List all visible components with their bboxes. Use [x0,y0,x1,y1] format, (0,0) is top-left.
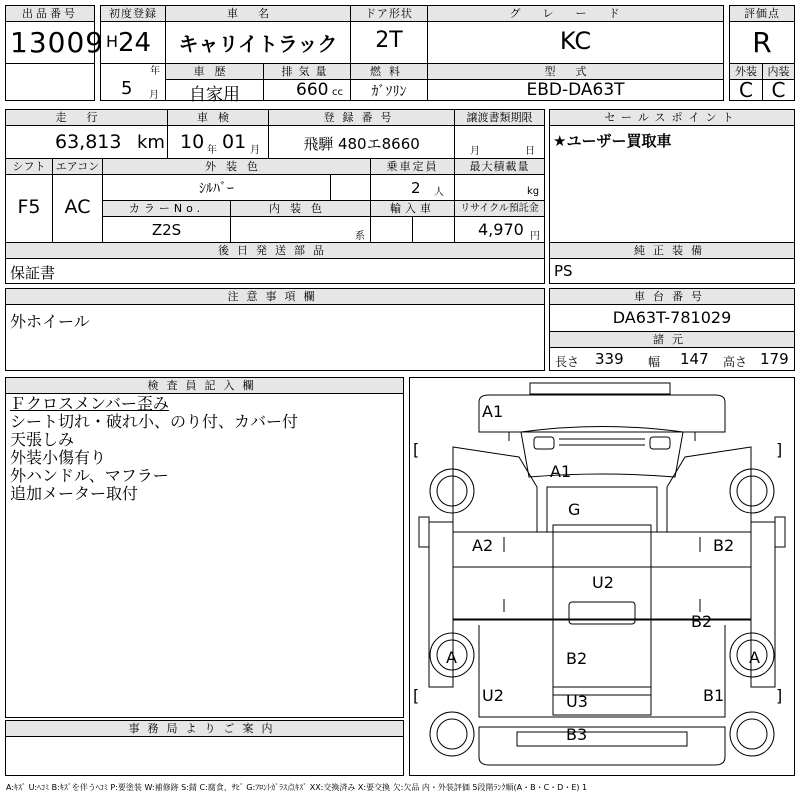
shift: F5 [17,196,41,218]
sales-point-header: セールスポイント [550,110,794,126]
exterior-score: C [739,78,753,102]
damage-mark: U3 [566,692,588,711]
equip: PS [554,262,573,280]
interior-score: C [771,78,786,102]
damage-mark: A [749,648,760,667]
score-header: 評価点 [730,6,794,22]
model: EBD-DA63T [526,80,625,100]
damage-mark: U2 [592,573,614,592]
max-load-unit: kg [527,186,540,197]
recycle-header: リサイクル預託金 [455,201,544,217]
spec-header: 諸元 [550,332,794,348]
car-name: キャリイトラック [178,32,338,56]
interior-header: 内装 [763,64,794,80]
transfer-header: 譲渡書類期限 [455,110,544,126]
mileage: 63,813 [55,131,122,153]
fuel: ｶﾞｿﾘﾝ [371,84,407,100]
bracket-mark: [ [413,440,420,459]
office-header: 事務局よりご案内 [6,721,403,737]
inspector-notes [10,395,298,503]
car-name-header: 車名 [166,6,350,22]
damage-mark: B3 [566,725,588,744]
parts-header: 後日発送部品 [6,243,544,259]
cab-left [453,447,537,532]
history-header: 車歴 [166,64,263,80]
capacity-header: 乗車定員 [371,159,454,175]
inspection-month: 01 [222,131,247,153]
inspection-month-unit: 月 [250,145,260,156]
bracket-mark: [ [413,686,420,705]
length-label: 長さ [555,355,580,369]
inspection-year: 10 [180,131,205,153]
chassis-header: 車台番号 [550,289,794,305]
max-load-header: 最大積載量 [455,159,544,175]
color-no: Z2S [151,221,182,239]
bracket-mark: ] [776,686,783,705]
inspector-line: 外ハンドル、マフラー [10,466,169,485]
inspector-line: シート切れ・破れ小、のり付、カバー付 [10,412,299,431]
parts: 保証書 [10,264,56,282]
inspector-line: Ｆクロスメンバー歪み [10,394,169,413]
mileage-unit: km [137,132,165,153]
inspector-header: 検査員記入欄 [6,378,403,394]
era: H [106,32,119,51]
transfer-month-unit: 月 [470,146,480,157]
recycle: 4,970 [478,220,524,239]
plate-header: 登録番号 [269,110,454,126]
door: 2T [375,28,403,53]
shift-header: シフト [6,159,52,175]
width-label: 幅 [648,355,661,369]
lot-number-header: 出品番号 [6,6,94,22]
grade-header: グレード [428,6,723,22]
damage-mark: A1 [482,402,504,421]
fuel-header: 燃料 [351,64,427,80]
width: 147 [680,350,709,368]
score: R [752,26,772,59]
lot-number: 13009 [10,26,105,59]
exterior-header: 外装 [730,64,762,80]
damage-mark: A [446,648,457,667]
first-reg-year: 24 [118,28,152,58]
capacity: 2 [411,179,421,197]
model-header: 型式 [428,64,723,80]
capacity-unit: 人 [434,187,444,198]
height-label: 高さ [723,355,748,369]
recycle-unit: 円 [530,231,540,242]
door-header: ドア形状 [351,6,427,22]
inspector-line: 外装小傷有り [10,448,107,467]
chassis: DA63T-781029 [612,308,732,327]
interior-color-header: 内装色 [231,201,370,217]
displacement-header: 排気量 [264,64,350,80]
length: 339 [595,350,624,368]
windshield [521,427,683,478]
color: ｼﾙﾊﾞｰ [199,181,234,197]
ac: AC [64,196,91,218]
cab-right [667,447,751,532]
damage-mark: G [568,500,581,519]
month-unit: 月 [149,90,159,101]
damage-mark: B2 [566,649,588,668]
first-reg-header: 初度登録 [101,6,165,22]
displacement-unit: cc [332,87,343,98]
transfer-day-unit: 日 [525,146,535,157]
color-no-header: カラーNo. [103,201,230,217]
sales-point-text: ★ユーザー買取車 [553,132,672,150]
equip-header: 純正装備 [550,243,794,259]
mileage-header: 走行 [6,110,167,126]
displacement: 660 [296,80,329,100]
color-header: 外装色 [103,159,370,175]
legend: A:ｷｽﾞ U:ﾍｺﾐ B:ｷｽﾞを伴うﾍｺﾐ P:要塗装 W:補修跡 S:錆 C:腐食、ｻﾋﾞ G:ﾌﾛﾝﾄｶﾞﾗｽ点ｷｽﾞ XX:交換済み X:要交換 欠:欠品 内・外装評価 5段階ﾗﾝｸ順(A・B・C・D・E) 1 [6,783,588,792]
ac-header: エアコン [53,159,102,175]
inspection-year-unit: 年 [207,145,217,156]
first-reg-month: 5 [121,78,133,99]
front-bumper-top [530,383,670,394]
damage-mark: B2 [713,536,735,555]
inspector-line: 追加メーター取付 [10,484,139,503]
damage-mark: B1 [703,686,725,705]
year-unit: 年 [150,66,160,77]
bracket-mark: ] [776,440,783,459]
notes-header: 注意事項欄 [6,289,544,305]
inspector-line: 天張しみ [10,430,75,449]
import-header: 輸入車 [371,201,454,217]
damage-mark: A1 [550,462,572,481]
interior-color-unit: 系 [355,231,365,242]
grade: KC [559,27,592,55]
inspection-header: 車検 [168,110,268,126]
height: 179 [760,350,789,368]
bed-center [553,525,651,695]
damage-mark: B2 [691,612,713,631]
notes-text: 外ホイール [10,312,90,331]
plate: 飛騨 480エ8660 [303,135,420,153]
damage-mark: A2 [472,536,494,555]
damage-mark: U2 [482,686,504,705]
history: 自家用 [189,85,240,105]
